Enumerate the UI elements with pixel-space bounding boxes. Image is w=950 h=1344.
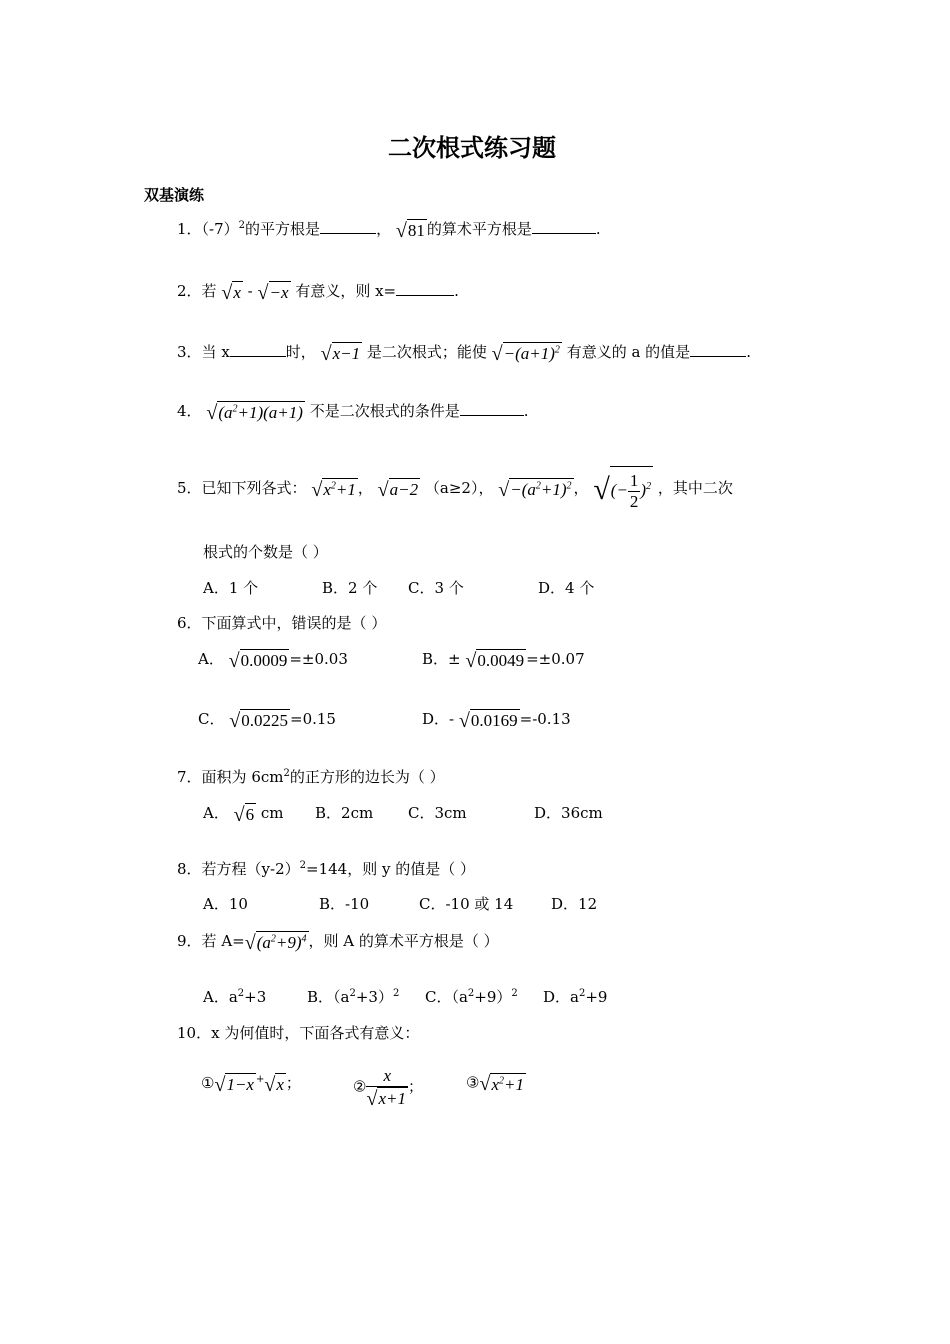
q8-number: 8． xyxy=(177,860,202,878)
q5-number: 5． xyxy=(177,479,202,497)
option-label: D．- xyxy=(422,710,455,728)
question-2 xyxy=(177,280,459,304)
q10-number: 10． xyxy=(177,1024,212,1042)
question-3 xyxy=(177,341,751,365)
fraction-x-over-sqrt: $\frac{x}{√x+1}$ xyxy=(366,1066,406,1111)
q5-text: （a≥2）， xyxy=(424,479,494,497)
sqrt-a2-plus-9-fourth: $√(a^2+9)^4$ xyxy=(244,931,307,954)
q3-text: 时， xyxy=(285,343,316,361)
q5-option-a[interactable]: A．1 个 xyxy=(203,579,259,597)
q7-option-c[interactable]: C．3cm xyxy=(408,804,467,822)
page-title: 二次根式练习题 xyxy=(388,133,556,162)
sqrt-0.0049: √0.0049 xyxy=(465,649,525,672)
sqrt-1-minus-x: √1−x xyxy=(214,1073,254,1096)
option-text: +3） xyxy=(355,988,393,1006)
question-8 xyxy=(177,858,475,879)
q7-text: 的正方形的边长为（ ） xyxy=(289,768,445,786)
q6-stem: 下面算式中，错误的是（ ） xyxy=(201,614,387,632)
answer-blank[interactable] xyxy=(532,233,596,234)
q4-number: 4． xyxy=(177,402,202,420)
question-10 xyxy=(177,1022,419,1043)
q2-text: 有意义，则 x= xyxy=(295,282,397,300)
sqrt-0.0169: √0.0169 xyxy=(458,709,518,732)
q8-option-c[interactable]: C．-10 或 14 xyxy=(419,895,514,913)
q8-option-a[interactable]: A．10 xyxy=(203,895,248,913)
option-text: C．（a xyxy=(425,988,468,1006)
q1-text: 的算术平方根是 xyxy=(426,220,532,238)
q6-option-c[interactable] xyxy=(198,708,336,732)
q5-option-d[interactable]: D．4 个 xyxy=(538,579,595,597)
sqrt-a-minus-2: √a−2 xyxy=(377,478,419,501)
q6-number: 6． xyxy=(177,614,202,632)
q7-number: 7． xyxy=(177,768,202,786)
q7-option-d[interactable]: D．36cm xyxy=(534,804,603,822)
question-5 xyxy=(177,466,733,512)
option-tail: cm xyxy=(260,804,284,822)
sqrt-81: √81 xyxy=(395,219,425,242)
question-6 xyxy=(177,612,386,633)
option-label: B．± xyxy=(422,650,461,668)
q8-option-d[interactable]: D．12 xyxy=(551,895,598,913)
q2-text: - xyxy=(247,282,253,300)
separator: ； xyxy=(285,1074,301,1092)
option-sup: 2 xyxy=(467,988,475,999)
q6-option-b[interactable] xyxy=(422,648,585,672)
q9-text: 若 A= xyxy=(201,932,245,950)
answer-blank[interactable] xyxy=(320,233,376,234)
sqrt-x: √x xyxy=(264,1073,284,1096)
sqrt-neg-a-plus-1-squared: $√-(a+1)^2$ xyxy=(491,342,560,365)
q9-option-c[interactable] xyxy=(425,986,518,1007)
q3-number: 3． xyxy=(177,343,202,361)
option-sup: 2 xyxy=(392,988,400,999)
q10-item-1 xyxy=(201,1072,301,1096)
q8-sup: 2 xyxy=(299,860,307,871)
option-label: C． xyxy=(198,710,225,728)
q9-option-b[interactable] xyxy=(307,986,399,1007)
sqrt-6: √6 xyxy=(233,803,255,826)
q8-text: 若方程（y-2） xyxy=(201,860,300,878)
option-text: A．a xyxy=(203,988,238,1006)
q1-text: （-7） xyxy=(201,220,239,238)
option-sup: 2 xyxy=(511,988,518,999)
q5-text: ， xyxy=(573,479,589,497)
q5-text: ， xyxy=(357,479,373,497)
option-tail: =±0.03 xyxy=(289,650,348,668)
q6-option-d[interactable] xyxy=(422,708,571,732)
option-tail: =0.15 xyxy=(290,710,336,728)
q6-option-a[interactable] xyxy=(198,648,348,672)
q7-option-a[interactable] xyxy=(203,802,284,826)
option-label: A． xyxy=(198,650,224,668)
q1-text: 的平方根是 xyxy=(245,220,321,238)
separator: ； xyxy=(407,1077,423,1096)
sqrt-0.0225: √0.0225 xyxy=(229,709,288,732)
question-9 xyxy=(177,930,499,954)
option-label: A． xyxy=(203,804,229,822)
option-tail: =-0.13 xyxy=(519,710,571,728)
q1-text: ， xyxy=(376,220,392,238)
q10-stem: x 为何值时，下面各式有意义： xyxy=(211,1024,420,1042)
item-marker: ③ xyxy=(466,1073,480,1092)
q2-text: 若 xyxy=(201,282,217,300)
plus-sign: + xyxy=(255,1074,265,1085)
q5-text: 已知下列各式： xyxy=(201,479,307,497)
q5-line2: 根式的个数是（ ） xyxy=(203,543,328,561)
question-7 xyxy=(177,766,445,787)
q2-text: . xyxy=(454,282,459,300)
item-marker: ② xyxy=(353,1077,367,1096)
q9-number: 9． xyxy=(177,932,202,950)
q9-option-d[interactable] xyxy=(543,986,607,1007)
q8-text: =144，则 y 的值是（ ） xyxy=(306,860,475,878)
q3-text: 有意义的 a 的值是 xyxy=(566,343,691,361)
q5-text: ，其中二次 xyxy=(657,479,733,497)
option-sup: 2 xyxy=(578,988,586,999)
q10-item-3 xyxy=(466,1072,526,1095)
option-text: D．a xyxy=(543,988,579,1006)
q7-text: 面积为 6cm xyxy=(201,768,284,786)
question-1 xyxy=(177,218,601,242)
q10-item-2 xyxy=(353,1066,423,1109)
option-sup: 2 xyxy=(349,988,356,999)
answer-blank[interactable] xyxy=(230,356,286,357)
sqrt-neg-a2-plus-1-squared: $√-(a^2+1)^2$ xyxy=(498,478,572,501)
option-text: +3 xyxy=(244,988,267,1006)
option-text: B．（a xyxy=(307,988,350,1006)
q9-option-a[interactable] xyxy=(203,986,266,1007)
sqrt-neg-half-squared: √(− $\frac{1}{2}$ )$^2$ xyxy=(593,466,653,512)
q1-sup: 2 xyxy=(238,220,246,231)
q2-number: 2． xyxy=(177,282,202,300)
q4-text: . xyxy=(523,402,529,420)
sqrt-x-minus-1: √x−1 xyxy=(320,342,361,365)
option-tail: =±0.07 xyxy=(526,650,585,668)
q9-text: ，则 A 的算术平方根是（ ） xyxy=(308,932,499,950)
section-heading: 双基演练 xyxy=(144,186,205,204)
q1-text: . xyxy=(595,220,601,238)
q3-text: 是二次根式；能使 xyxy=(366,343,487,361)
q1-number: 1． xyxy=(177,220,202,238)
q7-option-b[interactable]: B．2cm xyxy=(315,804,374,822)
option-text: +9） xyxy=(474,988,512,1006)
sqrt-neg-x: √−x xyxy=(257,281,289,304)
q5-option-b[interactable]: B．2 个 xyxy=(322,579,378,597)
q3-text: 当 x xyxy=(201,343,230,361)
question-4 xyxy=(177,400,529,424)
answer-blank[interactable] xyxy=(690,356,746,357)
sqrt-product-expression: $√(a^2+1)(a+1)$ xyxy=(206,401,303,424)
answer-blank[interactable] xyxy=(460,415,524,416)
option-sup: 2 xyxy=(237,988,245,999)
option-text: +9 xyxy=(585,988,608,1006)
sqrt-0.0009: √0.0009 xyxy=(228,649,288,672)
sqrt-x2-plus-1: $√x^2+1$ xyxy=(479,1073,524,1095)
q3-text: . xyxy=(746,343,751,361)
sqrt-x-squared-plus-1: $√x^2+1$ xyxy=(311,478,356,501)
q5-option-c[interactable]: C．3 个 xyxy=(408,579,464,597)
sqrt-x: √x xyxy=(221,281,241,304)
q4-text: 不是二次根式的条件是 xyxy=(309,402,460,420)
q8-option-b[interactable]: B．-10 xyxy=(319,895,370,913)
answer-blank[interactable] xyxy=(396,295,454,296)
q7-sup: 2 xyxy=(283,768,290,779)
item-marker: ① xyxy=(201,1074,215,1092)
